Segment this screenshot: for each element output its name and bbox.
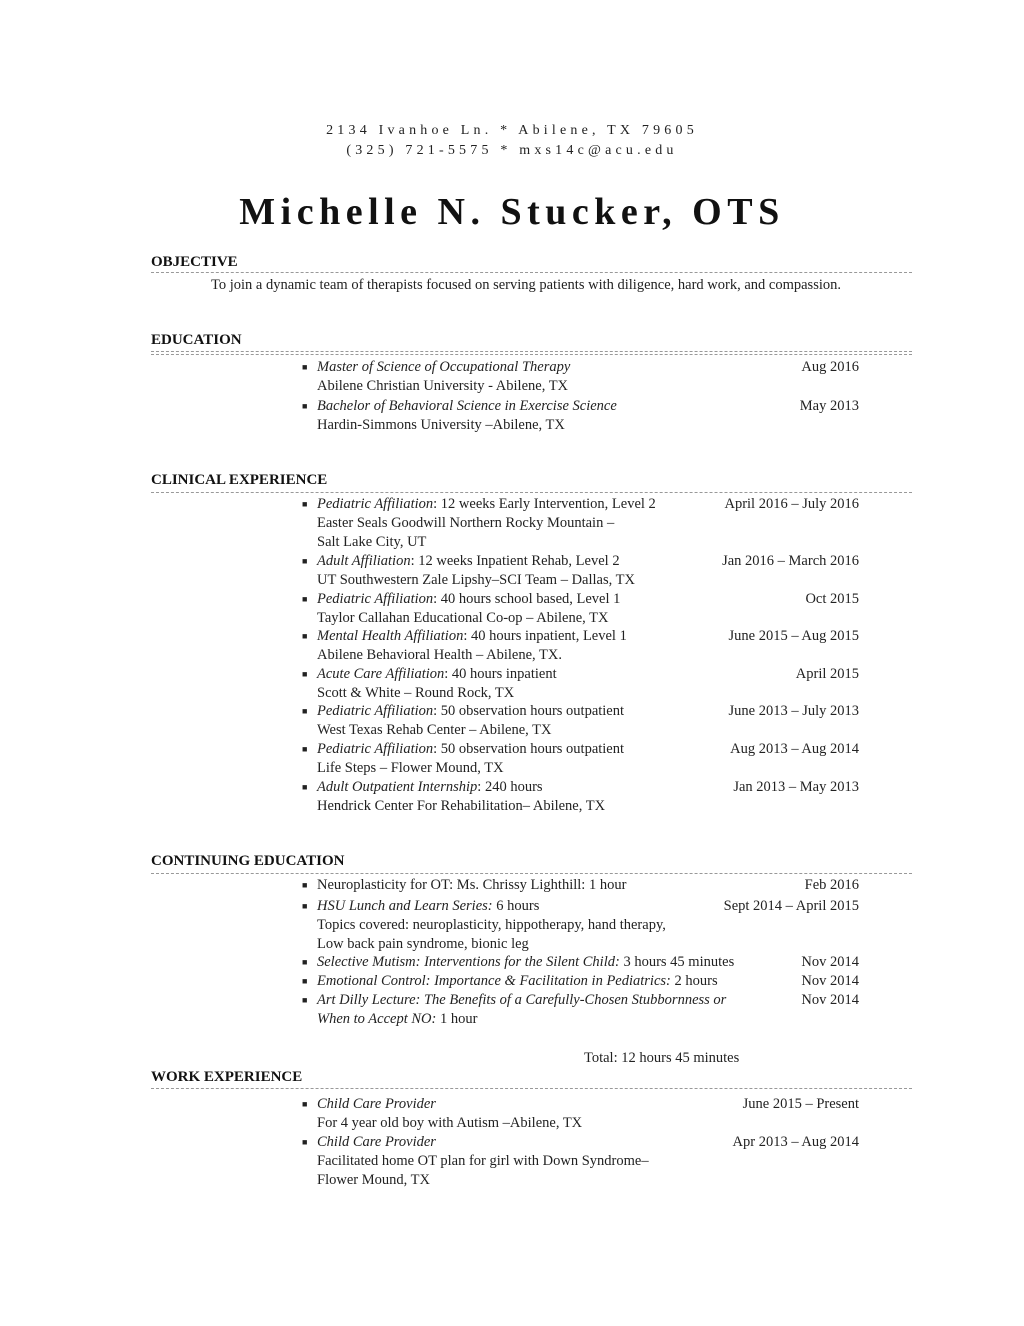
item-title: Child Care Provider [317, 1134, 436, 1150]
item-date: June 2015 – Aug 2015 [728, 628, 859, 644]
item-title: Pediatric Affiliation [317, 591, 434, 607]
square-bullet-icon: ■ [302, 594, 308, 604]
item-title: Master of Science of Occupational Therapy [317, 359, 571, 375]
item-description-line: Scott & White – Round Rock, TX [317, 684, 515, 701]
item-title: Pediatric Affiliation [317, 703, 434, 719]
item-heading [317, 665, 709, 684]
item-description-line: Flower Mound, TX [317, 1171, 430, 1188]
item-description-line: Easter Seals Goodwill Northern Rocky Mountain – [317, 514, 615, 531]
item-heading [317, 972, 718, 991]
item-heading [317, 991, 727, 1010]
item-description-line: For 4 year old boy with Autism –Abilene, TX [317, 1114, 583, 1131]
list-item [302, 552, 859, 590]
contact-line: (325) 721-5575 * mxs14c@acu.edu [346, 143, 678, 158]
item-detail: 2 hours [670, 973, 718, 989]
square-bullet-icon: ■ [302, 631, 308, 641]
square-bullet-icon: ■ [302, 976, 308, 986]
item-date: May 2013 [799, 398, 859, 414]
square-bullet-icon: ■ [302, 556, 308, 566]
item-heading [317, 778, 709, 797]
item-date: June 2013 – July 2013 [728, 703, 859, 719]
item-detail: Neuroplasticity for OT: Ms. Chrissy Lighthill: 1 hour [317, 877, 627, 893]
list-item [302, 358, 859, 396]
item-heading [317, 1095, 709, 1114]
item-date: April 2016 – July 2016 [724, 496, 859, 512]
square-bullet-icon: ■ [302, 706, 308, 716]
item-title: Pediatric Affiliation [317, 496, 434, 512]
item-title: Selective Mutism: Interventions for the Silent Child: [317, 954, 620, 970]
item-description-line: Low back pain syndrome, bionic leg [317, 935, 529, 952]
item-heading [317, 358, 709, 377]
item-heading [317, 702, 709, 721]
item-description-line: West Texas Rehab Center – Abilene, TX [317, 721, 552, 738]
item-detail: : 12 weeks Inpatient Rehab, Level 2 [410, 553, 620, 569]
item-description-line: Abilene Christian University - Abilene, TX [317, 377, 569, 394]
item-date: April 2015 [795, 666, 859, 682]
section-divider [151, 351, 912, 355]
candidate-name: Michelle N. Stucker, OTS [239, 191, 785, 233]
square-bullet-icon: ■ [302, 901, 308, 911]
item-description-line: Facilitated home OT plan for girl with Down Syndrome– [317, 1152, 649, 1169]
address-line: 2134 Ivanhoe Ln. * Abilene, TX 79605 [326, 123, 698, 138]
section-divider [151, 492, 912, 493]
square-bullet-icon: ■ [302, 995, 308, 1005]
item-date: Nov 2014 [801, 992, 859, 1008]
section-divider [151, 873, 912, 874]
list-item [302, 495, 859, 551]
section-title-work-experience: WORK EXPERIENCE [151, 1069, 303, 1085]
item-description-line: Taylor Callahan Educational Co-op – Abilene, TX [317, 609, 609, 626]
item-title: Child Care Provider [317, 1096, 436, 1112]
list-item [302, 397, 859, 435]
item-title: Bachelor of Behavioral Science in Exercise Science [317, 398, 617, 414]
item-description-line: UT Southwestern Zale Lipshy–SCI Team – Dallas, TX [317, 571, 635, 588]
item-detail: : 50 observation hours outpatient [433, 741, 625, 757]
item-date: Apr 2013 – Aug 2014 [732, 1134, 859, 1150]
list-item [302, 991, 859, 1029]
item-title: Acute Care Affiliation [317, 666, 445, 682]
square-bullet-icon: ■ [302, 880, 308, 890]
square-bullet-icon: ■ [302, 499, 308, 509]
item-heading [317, 627, 709, 646]
item-description-line: Hardin-Simmons University –Abilene, TX [317, 416, 565, 433]
item-heading [317, 876, 709, 895]
list-item [302, 953, 859, 972]
square-bullet-icon: ■ [302, 362, 308, 372]
continuing-education-total: Total: 12 hours 45 minutes [584, 1050, 740, 1066]
list-item [302, 876, 859, 895]
item-detail: : 40 hours inpatient [444, 666, 557, 682]
item-heading [317, 590, 709, 609]
item-description-line: Life Steps – Flower Mound, TX [317, 759, 504, 776]
item-description-line: Hendrick Center For Rehabilitation– Abilene, TX [317, 797, 606, 814]
item-date: Nov 2014 [801, 973, 859, 989]
item-detail: : 50 observation hours outpatient [433, 703, 625, 719]
list-item [302, 702, 859, 740]
item-heading [317, 495, 709, 514]
item-date: Oct 2015 [805, 591, 859, 607]
list-item [302, 778, 859, 816]
square-bullet-icon: ■ [302, 957, 308, 967]
item-date: Aug 2013 – Aug 2014 [730, 741, 859, 757]
item-description-line: Salt Lake City, UT [317, 533, 427, 550]
item-description-line: Abilene Behavioral Health – Abilene, TX. [317, 646, 562, 663]
item-detail: : 12 weeks Early Intervention, Level 2 [433, 496, 656, 512]
item-heading [317, 552, 709, 571]
item-detail: 3 hours 45 minutes [619, 954, 735, 970]
section-title-continuing-education: CONTINUING EDUCATION [151, 853, 345, 869]
item-date: June 2015 – Present [742, 1096, 859, 1112]
item-heading [317, 1133, 709, 1152]
item-heading [317, 740, 709, 759]
item-detail: 6 hours [492, 898, 540, 914]
item-heading [317, 953, 735, 972]
item-date: Sept 2014 – April 2015 [723, 898, 859, 914]
square-bullet-icon: ■ [302, 401, 308, 411]
section-title-objective: OBJECTIVE [151, 254, 238, 270]
list-item [302, 972, 859, 991]
item-heading [317, 897, 709, 916]
square-bullet-icon: ■ [302, 1137, 308, 1147]
square-bullet-icon: ■ [302, 782, 308, 792]
item-title: Emotional Control: Importance & Facilitation in Pediatrics: [317, 973, 671, 989]
list-item [302, 1095, 859, 1133]
item-date: Aug 2016 [801, 359, 859, 375]
objective-text: To join a dynamic team of therapists focused on serving patients with diligence, hard work, and compassion. [211, 277, 841, 293]
section-divider [151, 272, 912, 273]
item-description-line: Topics covered: neuroplasticity, hippotherapy, hand therapy, [317, 916, 666, 933]
list-item [302, 590, 859, 628]
item-heading [317, 397, 709, 416]
square-bullet-icon: ■ [302, 744, 308, 754]
item-detail: : 40 hours inpatient, Level 1 [463, 628, 627, 644]
item-title: Pediatric Affiliation [317, 741, 434, 757]
item-date: Nov 2014 [801, 954, 859, 970]
square-bullet-icon: ■ [302, 669, 308, 679]
list-item [302, 1133, 859, 1189]
item-title: Mental Health Affiliation [317, 628, 464, 644]
square-bullet-icon: ■ [302, 1099, 308, 1109]
item-date: Jan 2013 – May 2013 [733, 779, 859, 795]
list-item [302, 627, 859, 665]
item-date: Jan 2016 – March 2016 [722, 553, 859, 569]
item-title: Art Dilly Lecture: The Benefits of a Carefully-Chosen Stubbornness or [317, 992, 727, 1008]
item-heading-continued [317, 1010, 709, 1029]
item-title-continued: When to Accept NO: [317, 1010, 437, 1027]
item-detail: : 40 hours school based, Level 1 [433, 591, 621, 607]
item-title: Adult Outpatient Internship [317, 779, 478, 795]
section-title-education: EDUCATION [151, 332, 242, 348]
item-date: Feb 2016 [804, 877, 859, 893]
list-item [302, 665, 859, 703]
section-divider [151, 1088, 912, 1089]
list-item [302, 897, 859, 953]
item-title: HSU Lunch and Learn Series: [317, 898, 493, 914]
section-title-clinical-experience: CLINICAL EXPERIENCE [151, 472, 328, 488]
item-detail: 1 hour [436, 1010, 478, 1027]
item-detail: : 240 hours [477, 779, 543, 795]
list-item [302, 740, 859, 778]
item-title: Adult Affiliation [317, 553, 411, 569]
